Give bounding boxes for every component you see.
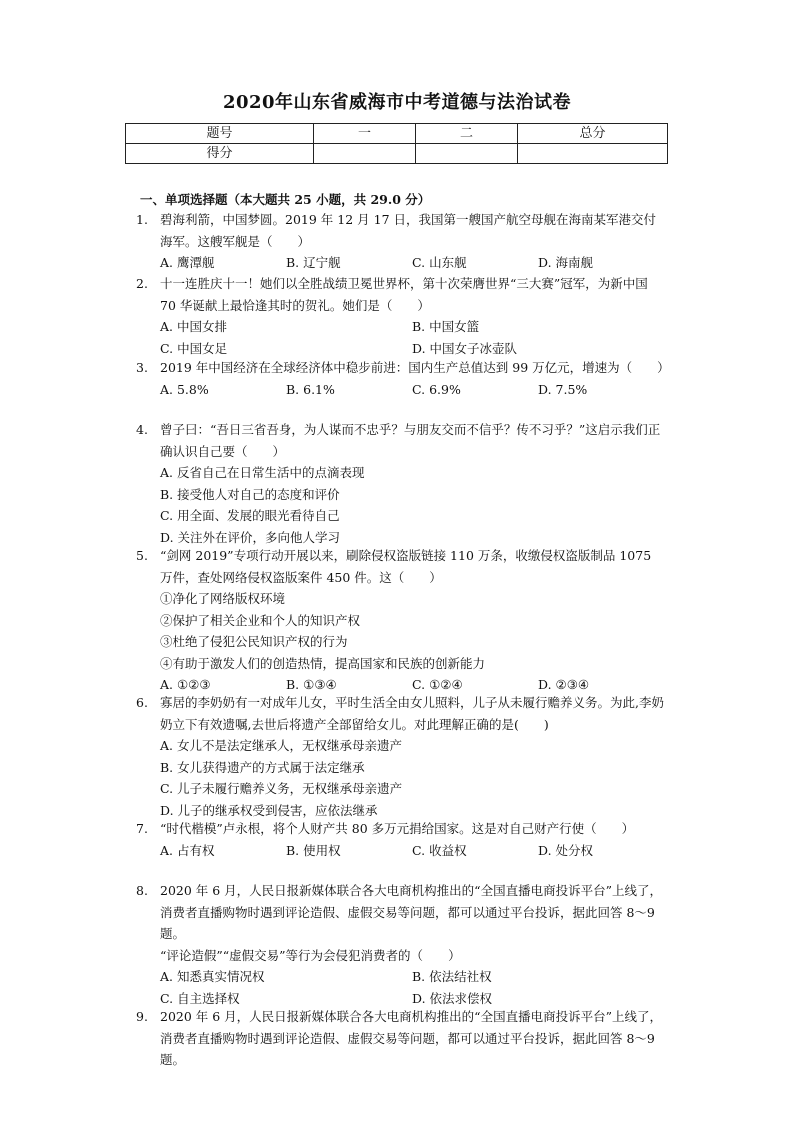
score-row — [126, 144, 668, 164]
score-cell[interactable] — [314, 144, 416, 164]
option-a[interactable]: A. 反省自己在日常生活中的点滴表现 — [160, 465, 365, 480]
question-5 — [136, 545, 666, 696]
question-stem: 寡居的李奶奶有一对成年儿女，平时生活全由女儿照料，儿子从未履行赡养义务。为此,李奶奶立下有效遗嘱,去世后将遗产全部留给女儿。对此理解正确的是( ) — [160, 695, 664, 732]
question-stem: 曾子曰：“吾日三省吾身，为人谋而不忠乎？与朋友交而不信乎？传不习乎？”这启示我们正确认识自己要（ ） — [160, 422, 661, 459]
option-c[interactable]: C. 收益权 — [412, 842, 467, 858]
option-d[interactable]: D. 7.5% — [538, 381, 588, 397]
option-row — [160, 316, 666, 338]
question-3 — [136, 357, 670, 400]
option-a[interactable]: A. 占有权 — [160, 842, 215, 858]
score-header-row — [126, 124, 668, 144]
question-number: 8. — [136, 883, 148, 898]
option-d[interactable]: D. 处分权 — [538, 842, 594, 858]
question-6 — [136, 692, 666, 821]
option-a[interactable]: A. 5.8% — [160, 381, 209, 397]
option-row — [160, 338, 666, 360]
question-8 — [136, 880, 666, 1009]
statement-item: ①净化了网络版权环境 — [160, 591, 286, 606]
option-c[interactable]: C. 自主选择权 — [160, 990, 240, 1006]
option-d[interactable]: D. 关注外在评价，多向他人学习 — [160, 529, 341, 545]
question-1 — [136, 209, 666, 274]
score-row-label: 得分 — [126, 144, 314, 164]
score-header-cell: 一 — [314, 124, 416, 144]
option-b[interactable]: B. 辽宁舰 — [286, 255, 341, 270]
sub-question: “评论造假”“虚假交易”等行为会侵犯消费者的（ ） — [160, 947, 461, 963]
question-stem: 碧海利箭，中国梦圆。2019 年 12 月 17 日，我国第一艘国产航空母舰在海南某军港交付海军。这艘军舰是（ ） — [160, 212, 656, 249]
option-d[interactable]: D. 依法求偿权 — [412, 990, 493, 1006]
option-b[interactable]: B. 依法结社权 — [412, 969, 492, 984]
option-d[interactable]: D. 儿子的继承权受到侵害，应依法继承 — [160, 802, 378, 818]
page-title: 2020年山东省威海市中考道德与法治试卷 — [222, 92, 572, 113]
option-b[interactable]: B. ①③④ — [286, 677, 337, 692]
option-c[interactable]: C. 山东舰 — [412, 255, 467, 270]
option-row — [160, 252, 666, 274]
question-stem: “剑网 2019”专项行动开展以来，刷除侵权盗版链接 110 万条，收缴侵权盗版制品 1075 万件，查处网络侵权盗版案件 450 件。这（ ） — [160, 548, 652, 585]
option-a[interactable]: A. 知悉真实情况权 — [160, 969, 265, 984]
score-cell[interactable] — [518, 144, 668, 164]
option-row — [160, 379, 666, 401]
option-c[interactable]: C. 用全面、发展的眼光看待自己 — [160, 508, 340, 523]
question-stem: 2020 年 6 月，人民日报新媒体联合各大电商机构推出的“全国直播电商投诉平台”上线了，消费者直播购物时遇到评论造假、虚假交易等问题，都可以通过平台投诉，据此回答 8～9题。 — [160, 1009, 662, 1067]
option-d[interactable]: D. ②③④ — [538, 677, 590, 692]
score-header-cell: 总分 — [518, 124, 668, 144]
option-a[interactable]: A. 鹰潭舰 — [160, 255, 215, 270]
option-b[interactable]: B. 6.1% — [286, 381, 335, 397]
score-header-cell: 二 — [416, 124, 518, 144]
option-d[interactable]: D. 中国女子冰壶队 — [412, 340, 518, 356]
score-header-cell: 题号 — [126, 124, 314, 144]
option-c[interactable]: C. 儿子未履行赡养义务，无权继承母亲遗产 — [160, 781, 403, 796]
option-row — [160, 840, 666, 862]
question-number: 4. — [136, 422, 148, 437]
question-stem: 2020 年 6 月，人民日报新媒体联合各大电商机构推出的“全国直播电商投诉平台”上线了，消费者直播购物时遇到评论造假、虚假交易等问题，都可以通过平台投诉，据此回答 8～9题。 — [160, 883, 662, 941]
option-d[interactable]: D. 海南舰 — [538, 255, 594, 270]
statement-item: ④有助于激发人们的创造热情，提高国家和民族的创新能力 — [160, 655, 486, 671]
option-b[interactable]: B. 女儿获得遗产的方式属于法定继承 — [160, 759, 365, 775]
question-9 — [136, 1006, 666, 1071]
question-number: 9. — [136, 1009, 148, 1024]
option-b[interactable]: B. 中国女篮 — [412, 319, 480, 334]
option-c[interactable]: C. ①②④ — [412, 677, 463, 692]
question-stem: “时代楷模”卢永根，将个人财产共 80 多万元捐给国家。这是对自己财产行使（ ） — [160, 821, 635, 836]
question-number: 6. — [136, 695, 148, 710]
statement-item: ②保护了相关企业和个人的知识产权 — [160, 612, 361, 628]
option-a[interactable]: A. 女儿不是法定继承人，无权继承母亲遗产 — [160, 738, 402, 753]
option-b[interactable]: B. 使用权 — [286, 842, 341, 858]
option-a[interactable]: A. 中国女排 — [160, 319, 227, 334]
question-stem: 2019 年中国经济在全球经济体中稳步前进：国内生产总值达到 99 万亿元，增速为（ ） — [160, 360, 670, 375]
question-number: 3. — [136, 360, 148, 375]
option-b[interactable]: B. 接受他人对自己的态度和评价 — [160, 486, 340, 502]
score-table — [125, 123, 668, 164]
question-stem: 十一连胜庆十一！她们以全胜战绩卫冕世界杯，第十次荣膺世界“三大赛”冠军，为新中国 70 华诞献上最恰逢其时的贺礼。她们是（ ） — [160, 276, 648, 313]
section-heading: 一、单项选择题（本大题共 25 小题，共 29.0 分） — [140, 192, 431, 207]
question-number: 1. — [136, 212, 148, 227]
option-a[interactable]: A. ①②③ — [160, 677, 211, 692]
statement-item: ③杜绝了侵犯公民知识产权的行为 — [160, 634, 348, 649]
question-7 — [136, 818, 666, 861]
option-c[interactable]: C. 中国女足 — [160, 340, 228, 356]
question-4 — [136, 419, 666, 548]
question-number: 2. — [136, 276, 148, 291]
question-2 — [136, 273, 666, 359]
question-number: 7. — [136, 821, 148, 836]
question-number: 5. — [136, 548, 148, 563]
score-cell[interactable] — [416, 144, 518, 164]
option-row — [160, 966, 666, 988]
option-c[interactable]: C. 6.9% — [412, 381, 461, 397]
